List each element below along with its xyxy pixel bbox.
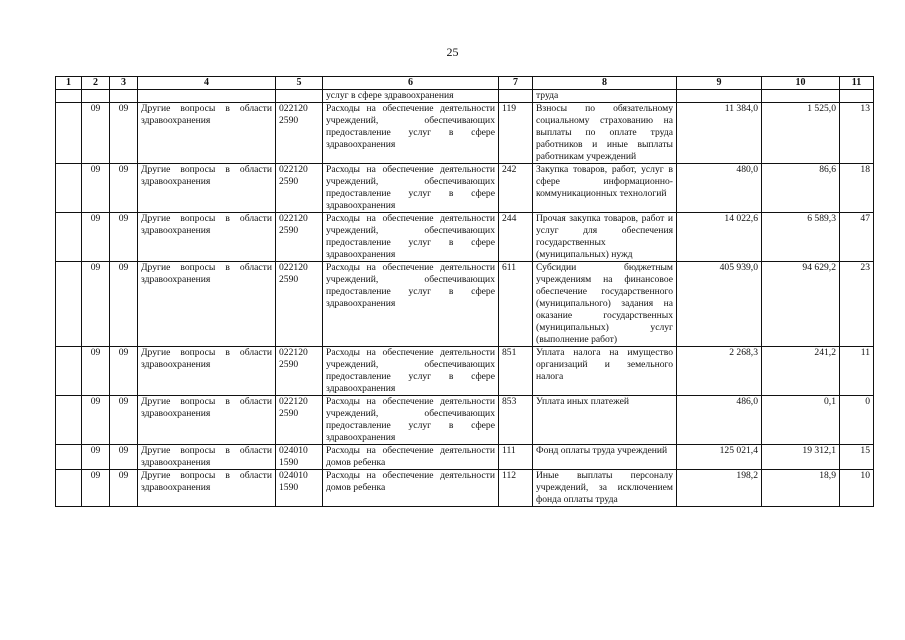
expense-type-name: Закупка товаров, работ, услуг в сфере информационно-коммуникационных технологий (533, 164, 677, 213)
cell-col1 (56, 470, 82, 507)
target-article-name: Расходы на обеспечение деятельности учреждений, обеспечивающих предоставление услуг в сфере здравоохранения (323, 103, 499, 164)
cell-col1 (56, 103, 82, 164)
subsection-name: Другие вопросы в области здравоохранения (138, 396, 276, 445)
table-row (56, 103, 874, 164)
execution-percent: 11 (840, 347, 874, 396)
amount-actual: 241,2 (762, 347, 840, 396)
target-article-name: Расходы на обеспечение деятельности домов ребенка (323, 445, 499, 470)
subsection-name: Другие вопросы в области здравоохранения (138, 470, 276, 507)
table-row (56, 470, 874, 507)
target-article-code: 022120 2590 (276, 396, 323, 445)
cell-col1 (56, 262, 82, 347)
table-row (56, 213, 874, 262)
execution-percent: 13 (840, 103, 874, 164)
expense-type-code: 112 (499, 470, 533, 507)
amount-plan: 2 268,3 (677, 347, 762, 396)
amount-actual: 1 525,0 (762, 103, 840, 164)
target-article-code: 022120 2590 (276, 164, 323, 213)
section-code: 09 (82, 262, 110, 347)
table-row (56, 347, 874, 396)
execution-percent: 0 (840, 396, 874, 445)
column-header: 3 (110, 77, 138, 90)
expense-type-name: Фонд оплаты труда учреждений (533, 445, 677, 470)
expense-type-code: 611 (499, 262, 533, 347)
subsection-name: Другие вопросы в области здравоохранения (138, 164, 276, 213)
expense-type-code: 851 (499, 347, 533, 396)
subsection-name: Другие вопросы в области здравоохранения (138, 262, 276, 347)
column-header: 10 (762, 77, 840, 90)
cell-col1 (56, 396, 82, 445)
expense-type-code: 119 (499, 103, 533, 164)
table-row (56, 164, 874, 213)
table-row (56, 445, 874, 470)
subsection-name: Другие вопросы в области здравоохранения (138, 347, 276, 396)
amount-plan: 11 384,0 (677, 103, 762, 164)
section-code: 09 (82, 445, 110, 470)
subsection-code: 09 (110, 103, 138, 164)
expense-type-code: 111 (499, 445, 533, 470)
target-article-code: 022120 2590 (276, 262, 323, 347)
table-row (56, 396, 874, 445)
column-header: 5 (276, 77, 323, 90)
amount-plan: 480,0 (677, 164, 762, 213)
target-article-code: 024010 1590 (276, 445, 323, 470)
amount-plan: 14 022,6 (677, 213, 762, 262)
subsection-code: 09 (110, 262, 138, 347)
cell-col1 (56, 445, 82, 470)
target-article-name: Расходы на обеспечение деятельности учреждений, обеспечивающих предоставление услуг в сфере здравоохранения (323, 347, 499, 396)
cell-col1 (56, 164, 82, 213)
execution-percent: 23 (840, 262, 874, 347)
expense-type-code: 242 (499, 164, 533, 213)
table-row (56, 262, 874, 347)
amount-actual: 18,9 (762, 470, 840, 507)
expense-type-name: Субсидии бюджетным учреждениям на финансовое обеспечение государственного (муниципального) задания на оказание государственных (муниципальных) услуг (выполнение работ) (533, 262, 677, 347)
column-header: 4 (138, 77, 276, 90)
continued-expense-type: труда (533, 90, 677, 103)
section-code: 09 (82, 470, 110, 507)
header-row (56, 77, 874, 90)
execution-percent: 47 (840, 213, 874, 262)
section-code: 09 (82, 396, 110, 445)
amount-actual: 86,6 (762, 164, 840, 213)
target-article-code: 024010 1590 (276, 470, 323, 507)
target-article-name: Расходы на обеспечение деятельности учреждений, обеспечивающих предоставление услуг в сфере здравоохранения (323, 164, 499, 213)
column-header: 8 (533, 77, 677, 90)
subsection-name: Другие вопросы в области здравоохранения (138, 213, 276, 262)
subsection-name: Другие вопросы в области здравоохранения (138, 103, 276, 164)
subsection-code: 09 (110, 470, 138, 507)
execution-percent: 18 (840, 164, 874, 213)
target-article-name: Расходы на обеспечение деятельности домов ребенка (323, 470, 499, 507)
expense-type-name: Уплата налога на имущество организаций и земельного налога (533, 347, 677, 396)
subsection-code: 09 (110, 164, 138, 213)
target-article-name: Расходы на обеспечение деятельности учреждений, обеспечивающих предоставление услуг в сфере здравоохранения (323, 262, 499, 347)
amount-actual: 19 312,1 (762, 445, 840, 470)
cell-col1 (56, 347, 82, 396)
subsection-code: 09 (110, 445, 138, 470)
column-header: 11 (840, 77, 874, 90)
cell-col1 (56, 213, 82, 262)
target-article-code: 022120 2590 (276, 103, 323, 164)
expense-type-name: Прочая закупка товаров, работ и услуг для обеспечения государственных (муниципальных) нужд (533, 213, 677, 262)
section-code: 09 (82, 103, 110, 164)
amount-plan: 198,2 (677, 470, 762, 507)
target-article-code: 022120 2590 (276, 347, 323, 396)
target-article-name: Расходы на обеспечение деятельности учреждений, обеспечивающих предоставление услуг в сфере здравоохранения (323, 396, 499, 445)
expense-type-name: Уплата иных платежей (533, 396, 677, 445)
table-body (56, 103, 874, 507)
expense-type-code: 853 (499, 396, 533, 445)
continued-expense-name: услуг в сфере здравоохранения (323, 90, 499, 103)
subsection-name: Другие вопросы в области здравоохранения (138, 445, 276, 470)
section-code: 09 (82, 347, 110, 396)
execution-percent: 10 (840, 470, 874, 507)
amount-actual: 0,1 (762, 396, 840, 445)
page-number: 25 (446, 45, 459, 59)
amount-plan: 405 939,0 (677, 262, 762, 347)
amount-plan: 125 021,4 (677, 445, 762, 470)
expense-type-name: Иные выплаты персоналу учреждений, за исключением фонда оплаты труда (533, 470, 677, 507)
target-article-code: 022120 2590 (276, 213, 323, 262)
expense-type-name: Взносы по обязательному социальному страхованию на выплаты по оплате труда работников и иные выплаты работникам учреждений (533, 103, 677, 164)
column-header: 7 (499, 77, 533, 90)
column-header: 9 (677, 77, 762, 90)
section-code: 09 (82, 164, 110, 213)
expense-type-code: 244 (499, 213, 533, 262)
column-header: 6 (323, 77, 499, 90)
target-article-name: Расходы на обеспечение деятельности учреждений, обеспечивающих предоставление услуг в сфере здравоохранения (323, 213, 499, 262)
amount-actual: 6 589,3 (762, 213, 840, 262)
amount-actual: 94 629,2 (762, 262, 840, 347)
execution-percent: 15 (840, 445, 874, 470)
subsection-code: 09 (110, 213, 138, 262)
section-code: 09 (82, 213, 110, 262)
column-header: 2 (82, 77, 110, 90)
column-header: 1 (56, 77, 82, 90)
subsection-code: 09 (110, 347, 138, 396)
continuation-row (56, 90, 874, 103)
subsection-code: 09 (110, 396, 138, 445)
amount-plan: 486,0 (677, 396, 762, 445)
budget-table (55, 76, 874, 507)
